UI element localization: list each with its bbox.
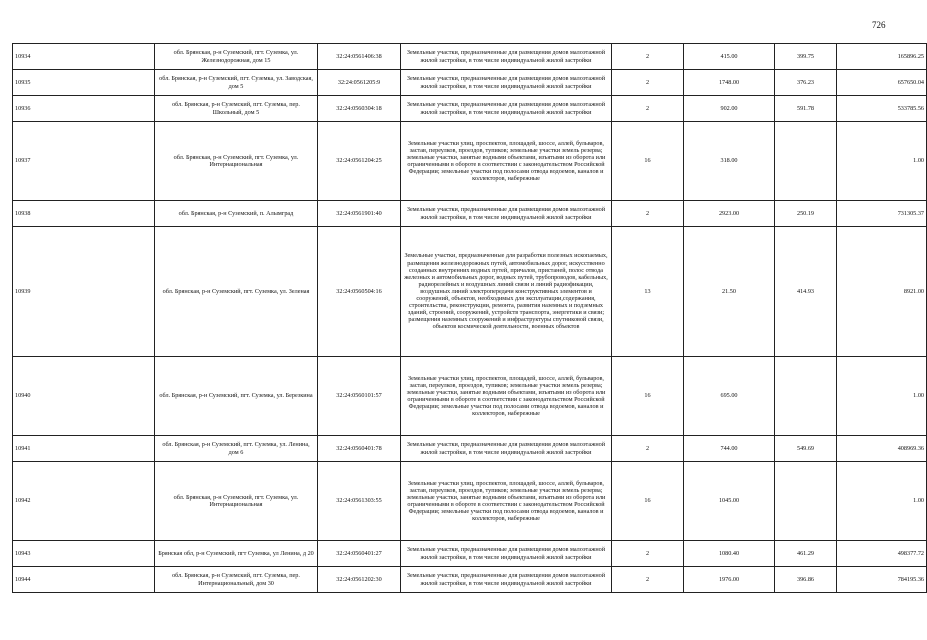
cell-area: 695.00	[684, 357, 775, 436]
cell-cadastral-value: 1.00	[837, 462, 927, 541]
cell-cadastral-value: 1.00	[837, 122, 927, 201]
cell-address: обл. Брянская, р-н Суземский, пгт. Суземка, пер. Школьный, дом 5	[155, 96, 318, 122]
cell-use-group: 13	[612, 227, 684, 357]
cell-address: обл. Брянская, р-н Суземский, пгт. Суземка, ул. Заводская, дом 5	[155, 70, 318, 96]
cell-number: 10935	[13, 70, 155, 96]
cell-area: 902.00	[684, 96, 775, 122]
cell-cadastral-value: 1.00	[837, 357, 927, 436]
cell-use-group: 16	[612, 357, 684, 436]
cell-cadastral-number: 32:24:0561901:40	[318, 201, 401, 227]
cell-number: 10934	[13, 44, 155, 70]
cell-permitted-use: Земельные участки, предназначенные для разработки полезных ископаемых, размещения железнодорожных путей, автомобильных дорог, искусственно созданных внутренних водных путей, причалов, пристаней, полос отвода железных и автомобильных дорог, водных путей, трубопроводов, кабельных, радиорелейных и воздушных линий связи и линий радиофикации, воздушных линий электропередачи конструктивных элементов и сооружений, объектов, необходимых для эксплуатации,содержания, строительства, реконструкции, ремонта, развития наземных и подземных зданий, строений, сооружений, устройств транспорта, энергетики и связи; размещения наземных сооружений и инфраструктуры спутниковой связи, объектов космической деятельности, военных объектов	[401, 227, 612, 357]
page-number: 726	[872, 20, 886, 30]
table-row	[13, 201, 927, 227]
cell-area: 318.00	[684, 122, 775, 201]
cell-use-group: 2	[612, 436, 684, 462]
cell-permitted-use: Земельные участки, предназначенные для размещения домов малоэтажной жилой застройки, в том числе индивидуальной жилой застройки	[401, 567, 612, 593]
cell-address: обл. Брянская, р-н Суземский, пгт. Суземка, ул. Березкина	[155, 357, 318, 436]
land-registry-table	[12, 43, 927, 593]
cell-use-group: 2	[612, 541, 684, 567]
cell-specific-value	[775, 462, 837, 541]
cell-cadastral-number: 32:24:0560101:57	[318, 357, 401, 436]
cell-number: 10942	[13, 462, 155, 541]
cell-number: 10940	[13, 357, 155, 436]
cell-area: 1976.00	[684, 567, 775, 593]
table-row	[13, 122, 927, 201]
cell-permitted-use: Земельные участки улиц, проспектов, площадей, шоссе, аллей, бульваров, застав, переулков, проездов, тупиков; земельные участки земель резерва; земельные участки, занятые водными объектами, изъятыми из оборота или ограниченными в обороте в соответствии с законодательством Российской Федерации; земельные участки под полосами отвода водоемов, каналов и коллекторов, набережные	[401, 122, 612, 201]
cell-specific-value: 461.29	[775, 541, 837, 567]
cell-permitted-use: Земельные участки, предназначенные для размещения домов малоэтажной жилой застройки, в том числе индивидуальной жилой застройки	[401, 201, 612, 227]
cell-cadastral-number: 32:24:0561205:9	[318, 70, 401, 96]
cell-cadastral-value: 731305.37	[837, 201, 927, 227]
cell-permitted-use: Земельные участки, предназначенные для размещения домов малоэтажной жилой застройки, в том числе индивидуальной жилой застройки	[401, 541, 612, 567]
cell-area: 1748.00	[684, 70, 775, 96]
cell-cadastral-value: 165896.25	[837, 44, 927, 70]
cell-area: 2923.00	[684, 201, 775, 227]
cell-cadastral-value: 657650.04	[837, 70, 927, 96]
cell-cadastral-number: 32:24:0561204:25	[318, 122, 401, 201]
cell-cadastral-value: 8921.00	[837, 227, 927, 357]
table-row	[13, 541, 927, 567]
table-row	[13, 96, 927, 122]
cell-cadastral-number: 32:24:0560504:16	[318, 227, 401, 357]
table-row	[13, 567, 927, 593]
cell-address: обл. Брянская, р-н Суземский, пгт. Суземка, ул. Интернациональная	[155, 122, 318, 201]
cell-number: 10943	[13, 541, 155, 567]
cell-address: обл. Брянская, р-н Суземский, пгт. Суземка, ул. Интернациональная	[155, 462, 318, 541]
cell-cadastral-value: 784195.36	[837, 567, 927, 593]
cell-number: 10944	[13, 567, 155, 593]
cell-specific-value	[775, 122, 837, 201]
table-row	[13, 227, 927, 357]
cell-use-group: 2	[612, 70, 684, 96]
cell-address: обл. Брянская, р-н Суземский, пгт. Суземка, пер. Интернациональный, дом 30	[155, 567, 318, 593]
cell-use-group: 2	[612, 567, 684, 593]
cell-use-group: 2	[612, 44, 684, 70]
cell-cadastral-number: 32:24:0561303:55	[318, 462, 401, 541]
cell-use-group: 2	[612, 96, 684, 122]
cell-permitted-use: Земельные участки, предназначенные для размещения домов малоэтажной жилой застройки, в том числе индивидуальной жилой застройки	[401, 44, 612, 70]
cell-cadastral-number: 32:24:0560401:27	[318, 541, 401, 567]
cell-number: 10938	[13, 201, 155, 227]
table-row	[13, 44, 927, 70]
cell-address: обл. Брянская, р-н Суземский, пгт. Суземка, ул. Железнодорожная, дом 15	[155, 44, 318, 70]
cell-number: 10939	[13, 227, 155, 357]
cell-specific-value: 399.75	[775, 44, 837, 70]
table-row	[13, 70, 927, 96]
cell-specific-value: 591.78	[775, 96, 837, 122]
cell-permitted-use: Земельные участки улиц, проспектов, площадей, шоссе, аллей, бульваров, застав, переулков, проездов, тупиков; земельные участки земель резерва; земельные участки, занятые водными объектами, изъятыми из оборота или ограниченными в обороте в соответствии с законодательством Российской Федерации; земельные участки под полосами отвода водоемов, каналов и коллекторов, набережные	[401, 357, 612, 436]
cell-cadastral-value: 408969.36	[837, 436, 927, 462]
cell-cadastral-value: 498377.72	[837, 541, 927, 567]
table-body	[13, 44, 927, 593]
cell-area: 1045.00	[684, 462, 775, 541]
table-row	[13, 436, 927, 462]
cell-use-group: 16	[612, 122, 684, 201]
cell-specific-value: 414.93	[775, 227, 837, 357]
cell-use-group: 2	[612, 201, 684, 227]
cell-specific-value: 549.69	[775, 436, 837, 462]
cell-address: обл. Брянская, р-н Суземский, п. Алымград	[155, 201, 318, 227]
cell-permitted-use: Земельные участки, предназначенные для размещения домов малоэтажной жилой застройки, в том числе индивидуальной жилой застройки	[401, 436, 612, 462]
cell-number: 10941	[13, 436, 155, 462]
table-row	[13, 357, 927, 436]
cell-number: 10936	[13, 96, 155, 122]
cell-specific-value: 376.23	[775, 70, 837, 96]
table-row	[13, 462, 927, 541]
cell-cadastral-number: 32:24:0560304:18	[318, 96, 401, 122]
cell-use-group: 16	[612, 462, 684, 541]
cell-cadastral-value: 533785.56	[837, 96, 927, 122]
cell-address: Брянская обл, р-н Суземский, пгт Суземка, ул Ленина, д 20	[155, 541, 318, 567]
cell-permitted-use: Земельные участки, предназначенные для размещения домов малоэтажной жилой застройки, в том числе индивидуальной жилой застройки	[401, 70, 612, 96]
cell-address: обл. Брянская, р-н Суземский, пгт. Суземка, ул. Зеленая	[155, 227, 318, 357]
cell-address: обл. Брянская, р-н Суземский, пгт. Суземка, ул. Ленина, дом 6	[155, 436, 318, 462]
cell-cadastral-number: 32:24:0561406:38	[318, 44, 401, 70]
cell-cadastral-number: 32:24:0560401:78	[318, 436, 401, 462]
cell-permitted-use: Земельные участки, предназначенные для размещения домов малоэтажной жилой застройки, в том числе индивидуальной жилой застройки	[401, 96, 612, 122]
cell-number: 10937	[13, 122, 155, 201]
cell-cadastral-number: 32:24:0561202:30	[318, 567, 401, 593]
cell-specific-value: 396.86	[775, 567, 837, 593]
cell-specific-value: 250.19	[775, 201, 837, 227]
cell-area: 744.00	[684, 436, 775, 462]
cell-area: 1080.40	[684, 541, 775, 567]
cell-area: 21.50	[684, 227, 775, 357]
cell-area: 415.00	[684, 44, 775, 70]
cell-specific-value	[775, 357, 837, 436]
cell-permitted-use: Земельные участки улиц, проспектов, площадей, шоссе, аллей, бульваров, застав, переулков, проездов, тупиков; земельные участки земель резерва; земельные участки, занятые водными объектами, изъятыми из оборота или ограниченными в обороте в соответствии с законодательством Российской Федерации; земельные участки под полосами отвода водоемов, каналов и коллекторов, набережные	[401, 462, 612, 541]
